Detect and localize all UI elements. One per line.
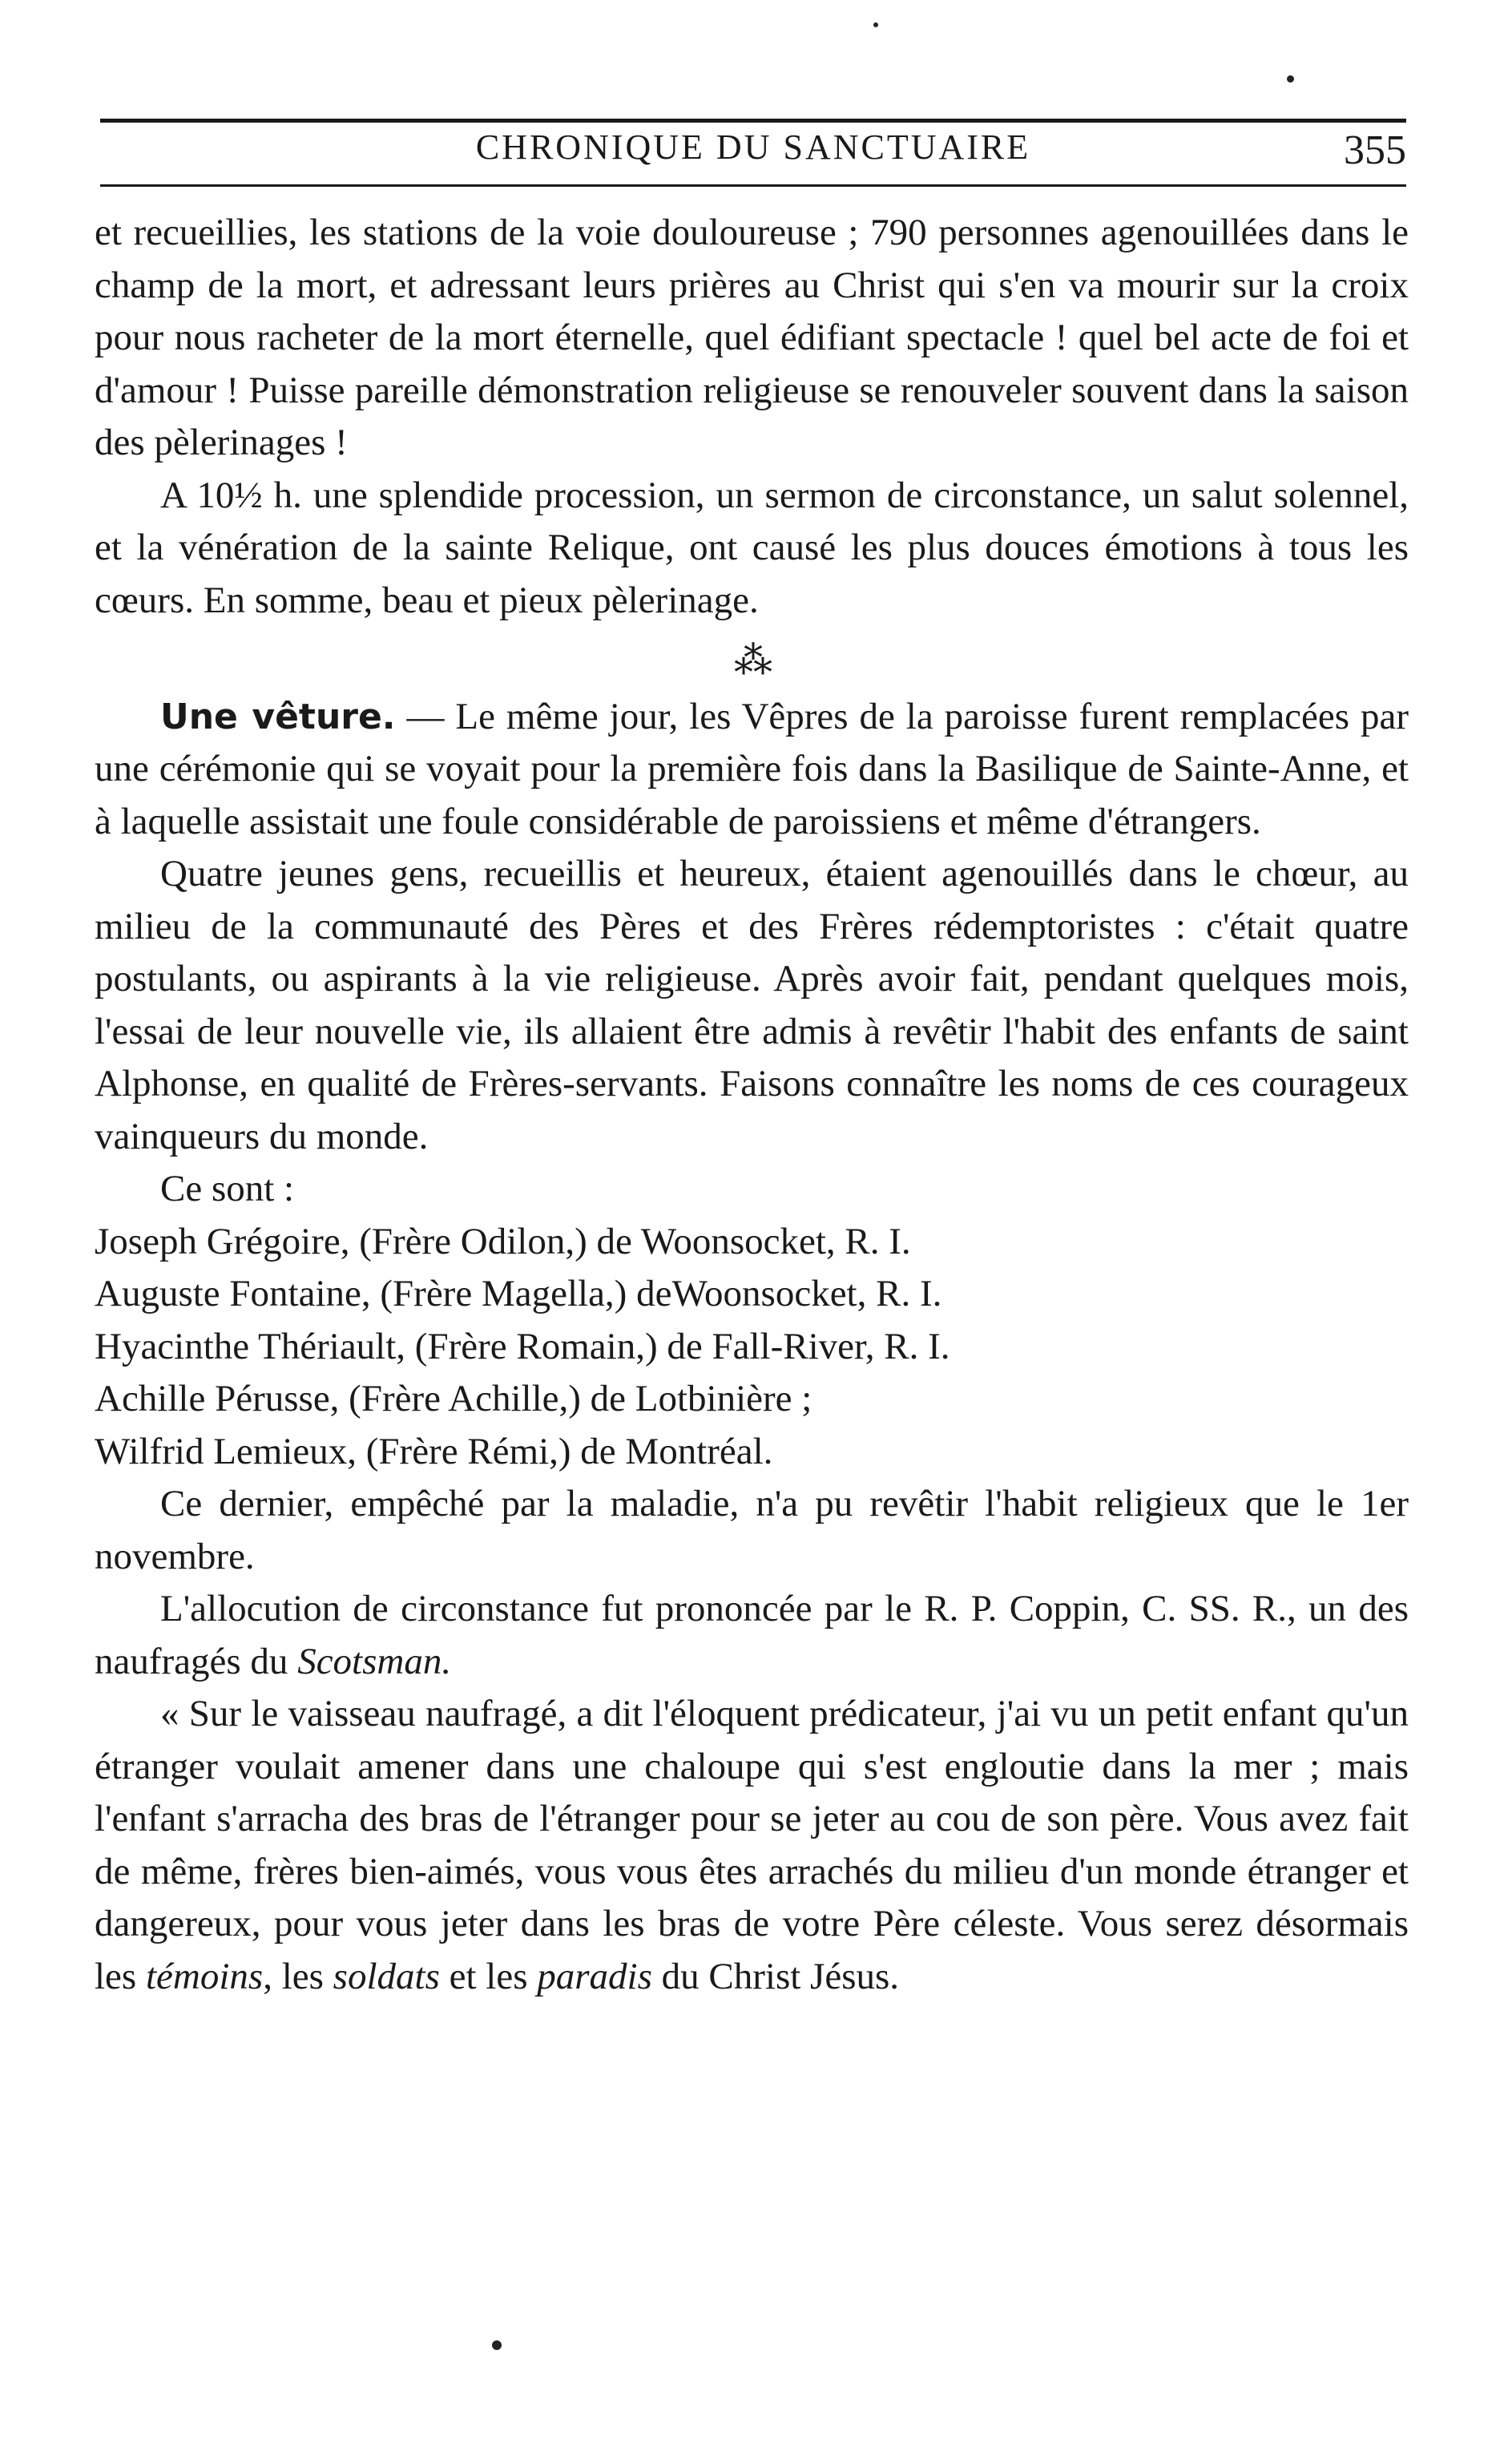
ship-name: Scotsman. [297, 1640, 452, 1682]
section-ornament: ⁂ [734, 640, 769, 682]
quote-italic-soldats: soldats [333, 1955, 440, 1997]
scan-speck [1287, 75, 1294, 83]
paragraph-veture [95, 691, 1409, 849]
quote-text-2: , les [263, 1955, 333, 1997]
scan-speck [492, 2340, 502, 2350]
running-head [100, 122, 1406, 183]
body-text [95, 207, 1409, 2003]
header-rule-bottom [100, 184, 1406, 187]
page-number: 355 [1344, 127, 1406, 173]
paragraph-veture-text: — Le même jour, les Vêpres de la paroisse furent remplacées par une cérémonie qui se voyait pour la première fois dans la Basilique de Sainte-Anne, et à laquelle assistait une foule considérable de paroissiens et même d'étrangers. [95, 695, 1409, 842]
list-item: Auguste Fontaine, (Frère Magella,) deWoonsocket, R. I. [95, 1273, 942, 1314]
quote-italic-paradis: paradis [537, 1955, 652, 1997]
quote-text-4: du Christ Jésus. [651, 1955, 900, 1997]
list-item: Wilfrid Lemieux, (Frère Rémi,) de Montréal. [95, 1430, 773, 1472]
quote-italic-temoins: témoins [145, 1955, 264, 1997]
list-item: Achille Pérusse, (Frère Achille,) de Lotbinière ; [95, 1378, 812, 1419]
running-title: CHRONIQUE DU SANCTUAIRE [475, 127, 1031, 167]
section-heading: Une vêture. [160, 696, 396, 737]
paragraph-sermon-quote [95, 1688, 1409, 2003]
quote-text-3: et les [439, 1955, 538, 1997]
paragraph-allocution [95, 1583, 1409, 1688]
list-item: Joseph Grégoire, (Frère Odilon,) de Woonsocket, R. I. [95, 1220, 911, 1262]
quote-text-1: « Sur le vaisseau naufragé, a dit l'éloquent prédicateur, j'ai vu un petit enfant qu'un étranger voulait amener dans une chaloupe qui s'est engloutie dans la mer ; mais l'enfant s'arracha des bras de l'étranger pour se jeter au cou de son père. Vous avez fait de même, frères bien-aimés, vous vous êtes arrachés du milieu d'un monde étranger et dangereux, pour vous jeter dans les bras de votre Père céleste. Vous serez désormais les [95, 1693, 1409, 1997]
names-list [95, 1216, 1409, 1479]
paragraph-postulants: Quatre jeunes gens, recueillis et heureux, étaient agenouillés dans le chœur, au milieu de la communauté des Pères et des Frères rédemptoristes : c'était quatre postulants, ou aspirants à la vie religieuse. Après avoir fait, pendant quelques mois, l'essai de leur nouvelle vie, ils allaient être admis à revêtir l'habit des enfants de saint Alphonse, en qualité de Frères-servants. Faisons connaître les noms de ces courageux vainqueurs du monde. [95, 853, 1409, 1157]
allocution-text: L'allocution de circonstance fut prononcée par le R. P. Coppin, C. SS. R., un des naufragés du [95, 1588, 1409, 1682]
scan-speck [873, 22, 878, 27]
list-item: Hyacinthe Thériault, (Frère Romain,) de Fall-River, R. I. [95, 1325, 950, 1367]
paragraph-procession: A 10½ h. une splendide procession, un sermon de circonstance, un salut solennel, et la vénération de la sainte Relique, ont causé les plus douces émotions à tous les cœurs. En somme, beau et pieux pèlerinage. [95, 474, 1409, 621]
paragraph-stations: et recueillies, les stations de la voie douloureuse ; 790 personnes agenouillées dans le champ de la mort, et adressant leurs prières au Christ qui s'en va mourir sur la croix pour nous racheter de la mort éternelle, quel édifiant spectacle ! quel bel acte de foi et d'amour ! Puisse pareille démonstration religieuse se renouveler souvent dans la saison des pèlerinages ! [95, 212, 1409, 463]
paragraph-ce-sont: Ce sont : [160, 1168, 295, 1209]
paragraph-dernier: Ce dernier, empêché par la maladie, n'a pu revêtir l'habit religieux que le 1er novembre. [95, 1483, 1409, 1577]
